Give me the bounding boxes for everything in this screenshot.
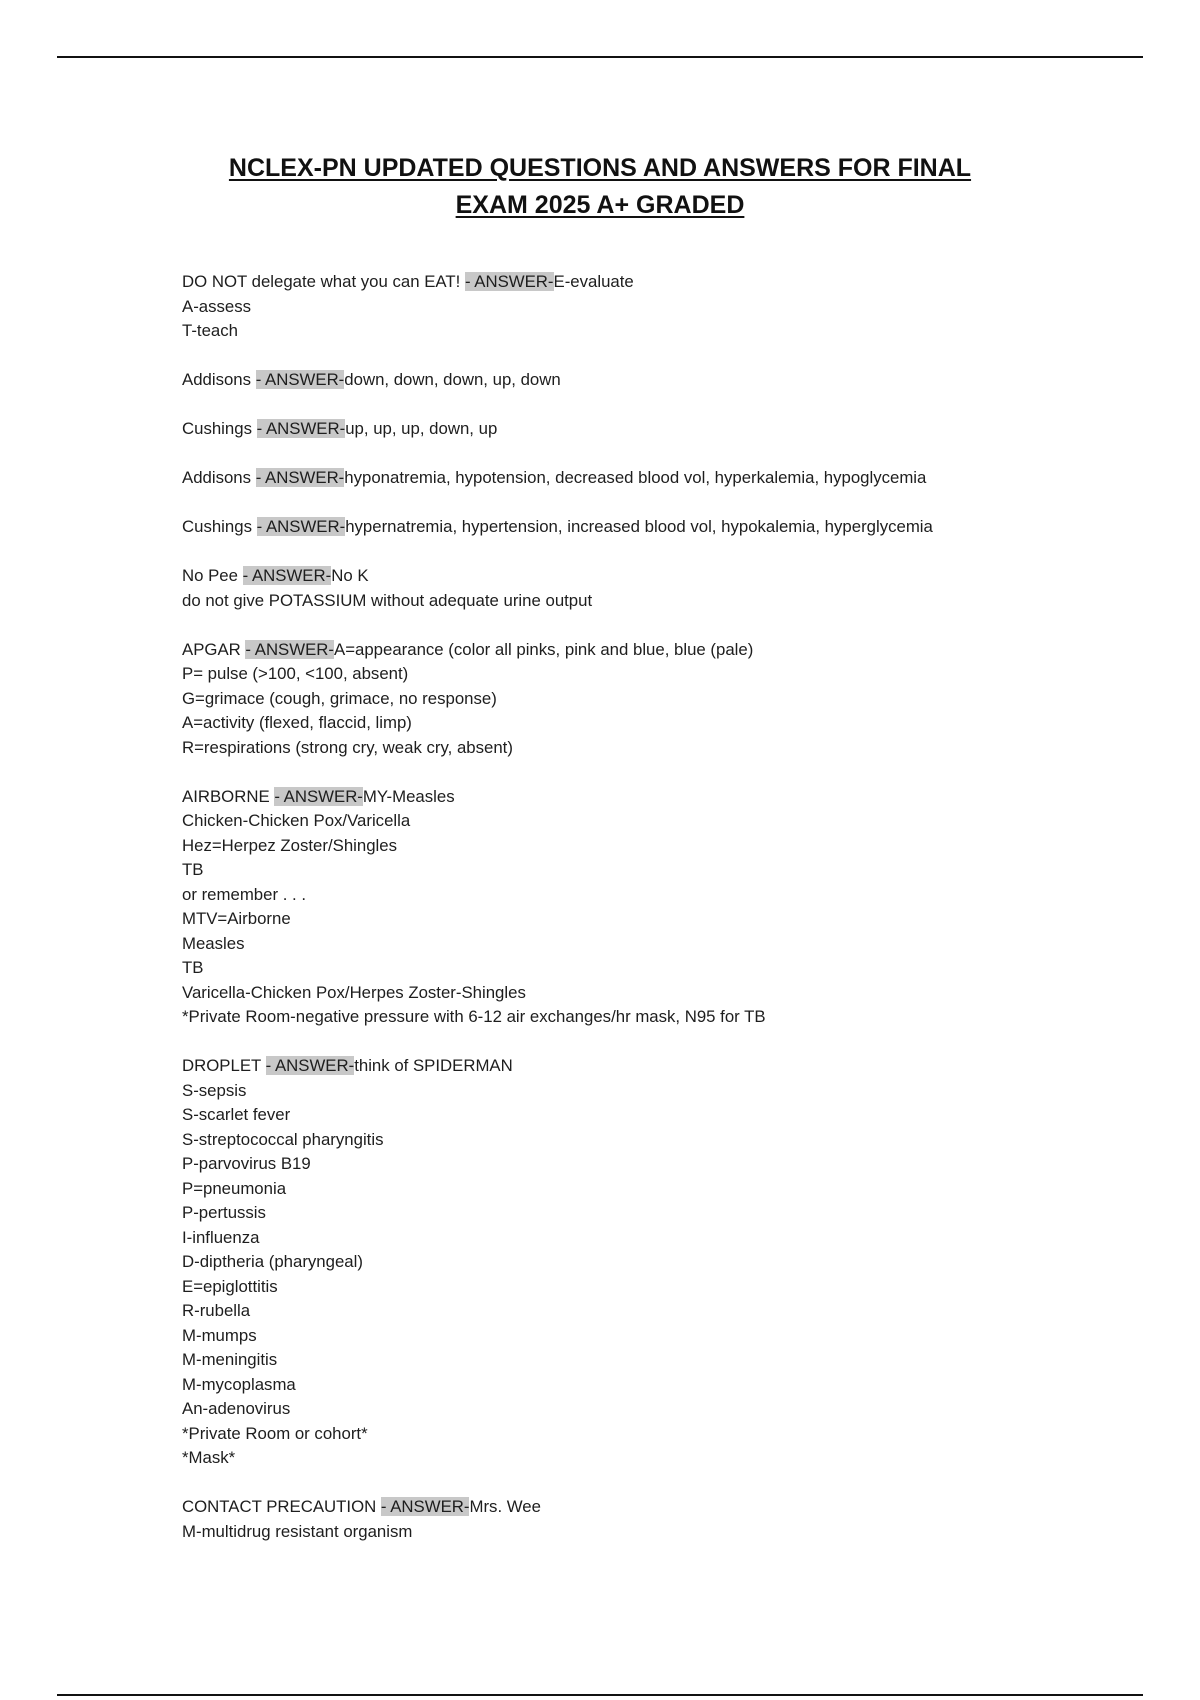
qa-answer: hyponatremia, hypotension, decreased blood vol, hyperkalemia, hypoglycemia bbox=[344, 468, 927, 487]
answer-marker: - ANSWER- bbox=[380, 1497, 470, 1516]
qa-entry bbox=[182, 466, 1082, 491]
qa-term: Addisons bbox=[182, 370, 256, 389]
qa-answer-line: I-influenza bbox=[182, 1227, 260, 1247]
qa-term: APGAR bbox=[182, 639, 246, 659]
qa-answer-line: R-rubella bbox=[182, 1301, 251, 1320]
qa-question-line bbox=[182, 417, 1082, 442]
qa-answer-line: *Private Room or cohort* bbox=[182, 1423, 368, 1443]
qa-answer: No K bbox=[331, 566, 369, 585]
qa-question-line bbox=[182, 1054, 1082, 1079]
qa-answer-line: An-adenovirus bbox=[182, 1399, 291, 1418]
qa-question-line bbox=[182, 270, 1082, 295]
answer-marker: - ANSWER- bbox=[265, 1056, 355, 1075]
qa-list bbox=[182, 270, 1082, 1569]
qa-term: Cushings bbox=[182, 419, 257, 438]
top-divider bbox=[57, 56, 1143, 58]
qa-entry bbox=[182, 1054, 1082, 1471]
qa-answer-line: TB bbox=[182, 958, 204, 977]
qa-entry bbox=[182, 1495, 1082, 1544]
qa-term: CONTACT PRECAUTION bbox=[182, 1497, 381, 1516]
qa-answer-line: Hez=Herpez Zoster/Shingles bbox=[182, 835, 397, 855]
qa-entry bbox=[182, 564, 1082, 613]
qa-answer-line: M-mumps bbox=[182, 1325, 257, 1345]
answer-marker: - ANSWER- bbox=[242, 566, 332, 585]
qa-question-line bbox=[182, 368, 1082, 393]
answer-marker: - ANSWER- bbox=[245, 639, 334, 659]
qa-entry bbox=[182, 638, 1082, 761]
qa-answer-line: P=pneumonia bbox=[182, 1178, 287, 1198]
qa-answer-line: M-meningitis bbox=[182, 1350, 278, 1369]
answer-marker: - ANSWER- bbox=[255, 468, 345, 487]
qa-answer: up, up, up, down, up bbox=[345, 419, 498, 438]
qa-question-line bbox=[182, 466, 1082, 491]
qa-entry bbox=[182, 515, 1082, 540]
qa-entry bbox=[182, 785, 1082, 1030]
answer-marker: - ANSWER- bbox=[255, 370, 345, 389]
qa-term: DROPLET bbox=[182, 1056, 266, 1075]
qa-answer-line: M-mycoplasma bbox=[182, 1374, 296, 1394]
qa-answer: think of SPIDERMAN bbox=[354, 1056, 513, 1075]
qa-answer-line: A=activity (flexed, flaccid, limp) bbox=[182, 713, 412, 732]
qa-answer-line: MTV=Airborne bbox=[182, 909, 291, 928]
qa-question-line bbox=[182, 638, 1082, 663]
qa-answer: E-evaluate bbox=[553, 272, 634, 291]
qa-answer-line: G=grimace (cough, grimace, no response) bbox=[182, 688, 497, 708]
qa-answer-line: T-teach bbox=[182, 321, 238, 340]
qa-answer-line: P-parvovirus B19 bbox=[182, 1154, 311, 1173]
qa-answer-line: Varicella-Chicken Pox/Herpes Zoster-Shingles bbox=[182, 982, 526, 1002]
qa-answer-line: P-pertussis bbox=[182, 1203, 266, 1222]
qa-answer-line: Chicken-Chicken Pox/Varicella bbox=[182, 811, 411, 830]
qa-answer-line: E=epiglottitis bbox=[182, 1276, 278, 1296]
qa-answer-line: S-streptococcal pharyngitis bbox=[182, 1129, 384, 1149]
qa-answer-line: Measles bbox=[182, 933, 245, 953]
qa-answer-line: do not give POTASSIUM without adequate urine output bbox=[182, 590, 593, 610]
qa-answer: MY-Measles bbox=[362, 786, 455, 806]
qa-term: No Pee bbox=[182, 566, 243, 585]
answer-marker: - ANSWER- bbox=[464, 272, 554, 291]
qa-answer-line: A-assess bbox=[182, 296, 252, 316]
qa-question-line bbox=[182, 785, 1082, 810]
qa-answer-line: P= pulse (>100, <100, absent) bbox=[182, 664, 409, 683]
answer-marker: - ANSWER- bbox=[256, 517, 346, 536]
qa-entry bbox=[182, 368, 1082, 393]
qa-answer-line: S-scarlet fever bbox=[182, 1105, 291, 1124]
qa-answer-line: D-diptheria (pharyngeal) bbox=[182, 1252, 363, 1271]
title-line-2: EXAM 2025 A+ GRADED bbox=[455, 191, 745, 219]
qa-answer-line: TB bbox=[182, 860, 204, 879]
page-title bbox=[120, 150, 1080, 224]
qa-answer-line: M-multidrug resistant organism bbox=[182, 1521, 413, 1541]
qa-question-line bbox=[182, 1495, 1082, 1520]
qa-answer: Mrs. Wee bbox=[469, 1497, 541, 1516]
qa-answer: A=appearance (color all pinks, pink and blue, blue (pale) bbox=[334, 639, 754, 659]
qa-answer: down, down, down, up, down bbox=[344, 370, 561, 389]
answer-marker: - ANSWER- bbox=[256, 419, 346, 438]
qa-answer-line: R=respirations (strong cry, weak cry, absent) bbox=[182, 737, 513, 757]
qa-answer: hypernatremia, hypertension, increased blood vol, hypokalemia, hyperglycemia bbox=[345, 517, 933, 536]
qa-entry bbox=[182, 270, 1082, 344]
title-line-1: NCLEX-PN UPDATED QUESTIONS AND ANSWERS FOR FINAL bbox=[228, 154, 972, 182]
qa-answer-line: *Private Room-negative pressure with 6-12 air exchanges/hr mask, N95 for TB bbox=[182, 1007, 766, 1026]
qa-term: DO NOT delegate what you can EAT! bbox=[182, 272, 465, 291]
qa-term: Addisons bbox=[182, 468, 256, 487]
qa-term: AIRBORNE bbox=[182, 786, 275, 806]
qa-question-line bbox=[182, 564, 1082, 589]
qa-term: Cushings bbox=[182, 517, 257, 536]
qa-entry bbox=[182, 417, 1082, 442]
answer-marker: - ANSWER- bbox=[274, 786, 363, 806]
qa-answer-line: *Mask* bbox=[182, 1448, 236, 1467]
qa-answer-line: S-sepsis bbox=[182, 1080, 247, 1100]
bottom-divider bbox=[57, 1694, 1143, 1696]
qa-answer-line: or remember . . . bbox=[182, 884, 307, 904]
qa-question-line bbox=[182, 515, 1082, 540]
